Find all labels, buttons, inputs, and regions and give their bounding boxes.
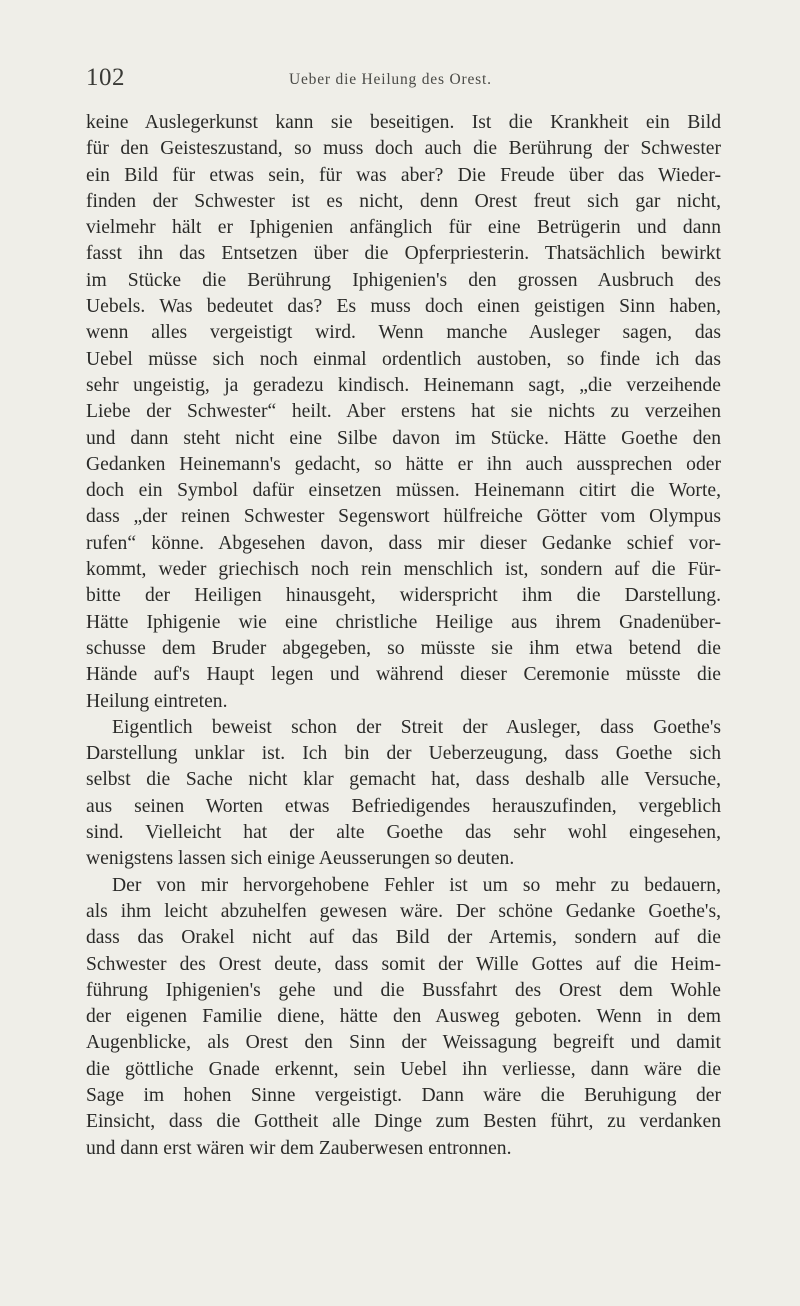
text-line: als ihm leicht abzuhelfen gewesen wäre. Der schöne Gedanke Goethe's,	[86, 900, 721, 922]
running-title: Ueber die Heilung des Orest.	[289, 71, 492, 88]
text-line: kommt, weder griechisch noch rein menschlich ist, sondern auf die Für-	[86, 559, 721, 581]
text-line: vielmehr hält er Iphigenien anfänglich für eine Betrügerin und dann	[86, 217, 721, 239]
text-line: der eigenen Familie diene, hätte den Ausweg geboten. Wenn in dem	[86, 1006, 721, 1028]
text-line: Augenblicke, als Orest den Sinn der Weissagung begreift und damit	[86, 1032, 721, 1054]
text-line: für den Geisteszustand, so muss doch auch die Berührung der Schwester	[86, 138, 721, 160]
text-line: Hände auf's Haupt legen und während dieser Ceremonie müsste die	[86, 664, 721, 686]
paragraph-end-line: Heilung eintreten.	[86, 690, 228, 712]
paragraph-end-line: und dann erst wären wir dem Zauberwesen entronnen.	[86, 1137, 512, 1159]
paragraph-start-line: Der von mir hervorgehobene Fehler ist um so mehr zu bedauern,	[112, 874, 721, 896]
text-line: doch ein Symbol dafür einsetzen müssen. Heinemann citirt die Worte,	[86, 480, 721, 502]
text-line: ein Bild für etwas sein, für was aber? Die Freude über das Wieder-	[86, 164, 721, 186]
text-line: rufen“ könne. Abgesehen davon, dass mir dieser Gedanke schief vor-	[86, 532, 721, 554]
page-number: 102	[86, 64, 125, 91]
text-line: Einsicht, dass die Gottheit alle Dinge zum Besten führt, zu verdanken	[86, 1111, 721, 1133]
text-line: keine Auslegerkunst kann sie beseitigen. Ist die Krankheit ein Bild	[86, 112, 721, 133]
text-line: finden der Schwester ist es nicht, denn Orest freut sich gar nicht,	[86, 190, 721, 212]
text-line: bitte der Heiligen hinausgeht, widerspricht ihm die Darstellung.	[86, 585, 721, 607]
text-line: aus seinen Worten etwas Befriedigendes herauszufinden, vergeblich	[86, 795, 721, 817]
text-line: die göttliche Gnade erkennt, sein Uebel ihn verliesse, dann wäre die	[86, 1058, 721, 1080]
text-line: sehr ungeistig, ja geradezu kindisch. Heinemann sagt, „die verzeihende	[86, 374, 721, 396]
text-line: und dann steht nicht eine Silbe davon im Stücke. Hätte Goethe den	[86, 427, 721, 449]
text-line: Darstellung unklar ist. Ich bin der Ueberzeugung, dass Goethe sich	[86, 743, 721, 765]
text-line: Schwester des Orest deute, dass somit der Wille Gottes auf die Heim-	[86, 953, 721, 975]
text-line: sind. Vielleicht hat der alte Goethe das sehr wohl eingesehen,	[86, 822, 721, 844]
text-line: dass das Orakel nicht auf das Bild der Artemis, sondern auf die	[86, 927, 721, 949]
text-line: Sage im hohen Sinne vergeistigt. Dann wäre die Beruhigung der	[86, 1084, 721, 1106]
paragraph-start-line: Eigentlich beweist schon der Streit der Ausleger, dass Goethe's	[112, 716, 721, 738]
text-line: Uebel müsse sich noch einmal ordentlich austoben, so finde ich das	[86, 348, 721, 370]
text-line: wenn alles vergeistigt wird. Wenn manche Ausleger sagen, das	[86, 322, 721, 344]
text-line: Hätte Iphigenie wie eine christliche Heilige aus ihrem Gnadenüber-	[86, 611, 721, 633]
text-line: selbst die Sache nicht klar gemacht hat, dass deshalb alle Versuche,	[86, 769, 721, 791]
text-line: fasst ihn das Entsetzen über die Opferpriesterin. Thatsächlich bewirkt	[86, 243, 721, 265]
text-line: Gedanken Heinemann's gedacht, so hätte er ihn auch aussprechen oder	[86, 453, 721, 475]
text-line: Uebels. Was bedeutet das? Es muss doch einen geistigen Sinn haben,	[86, 296, 721, 318]
text-line: im Stücke die Berührung Iphigenien's den grossen Ausbruch des	[86, 269, 721, 291]
text-line: dass „der reinen Schwester Segenswort hülfreiche Götter vom Olympus	[86, 506, 721, 528]
text-line: führung Iphigenien's gehe und die Bussfahrt des Orest dem Wohle	[86, 979, 721, 1001]
body-text	[86, 110, 721, 1162]
page-header	[86, 64, 726, 94]
paragraph-end-line: wenigstens lassen sich einige Aeusserungen so deuten.	[86, 848, 515, 870]
text-line: Liebe der Schwester“ heilt. Aber erstens hat sie nichts zu verzeihen	[86, 401, 721, 423]
text-line: schusse dem Bruder abgegeben, so müsste sie ihm etwa betend die	[86, 637, 721, 659]
